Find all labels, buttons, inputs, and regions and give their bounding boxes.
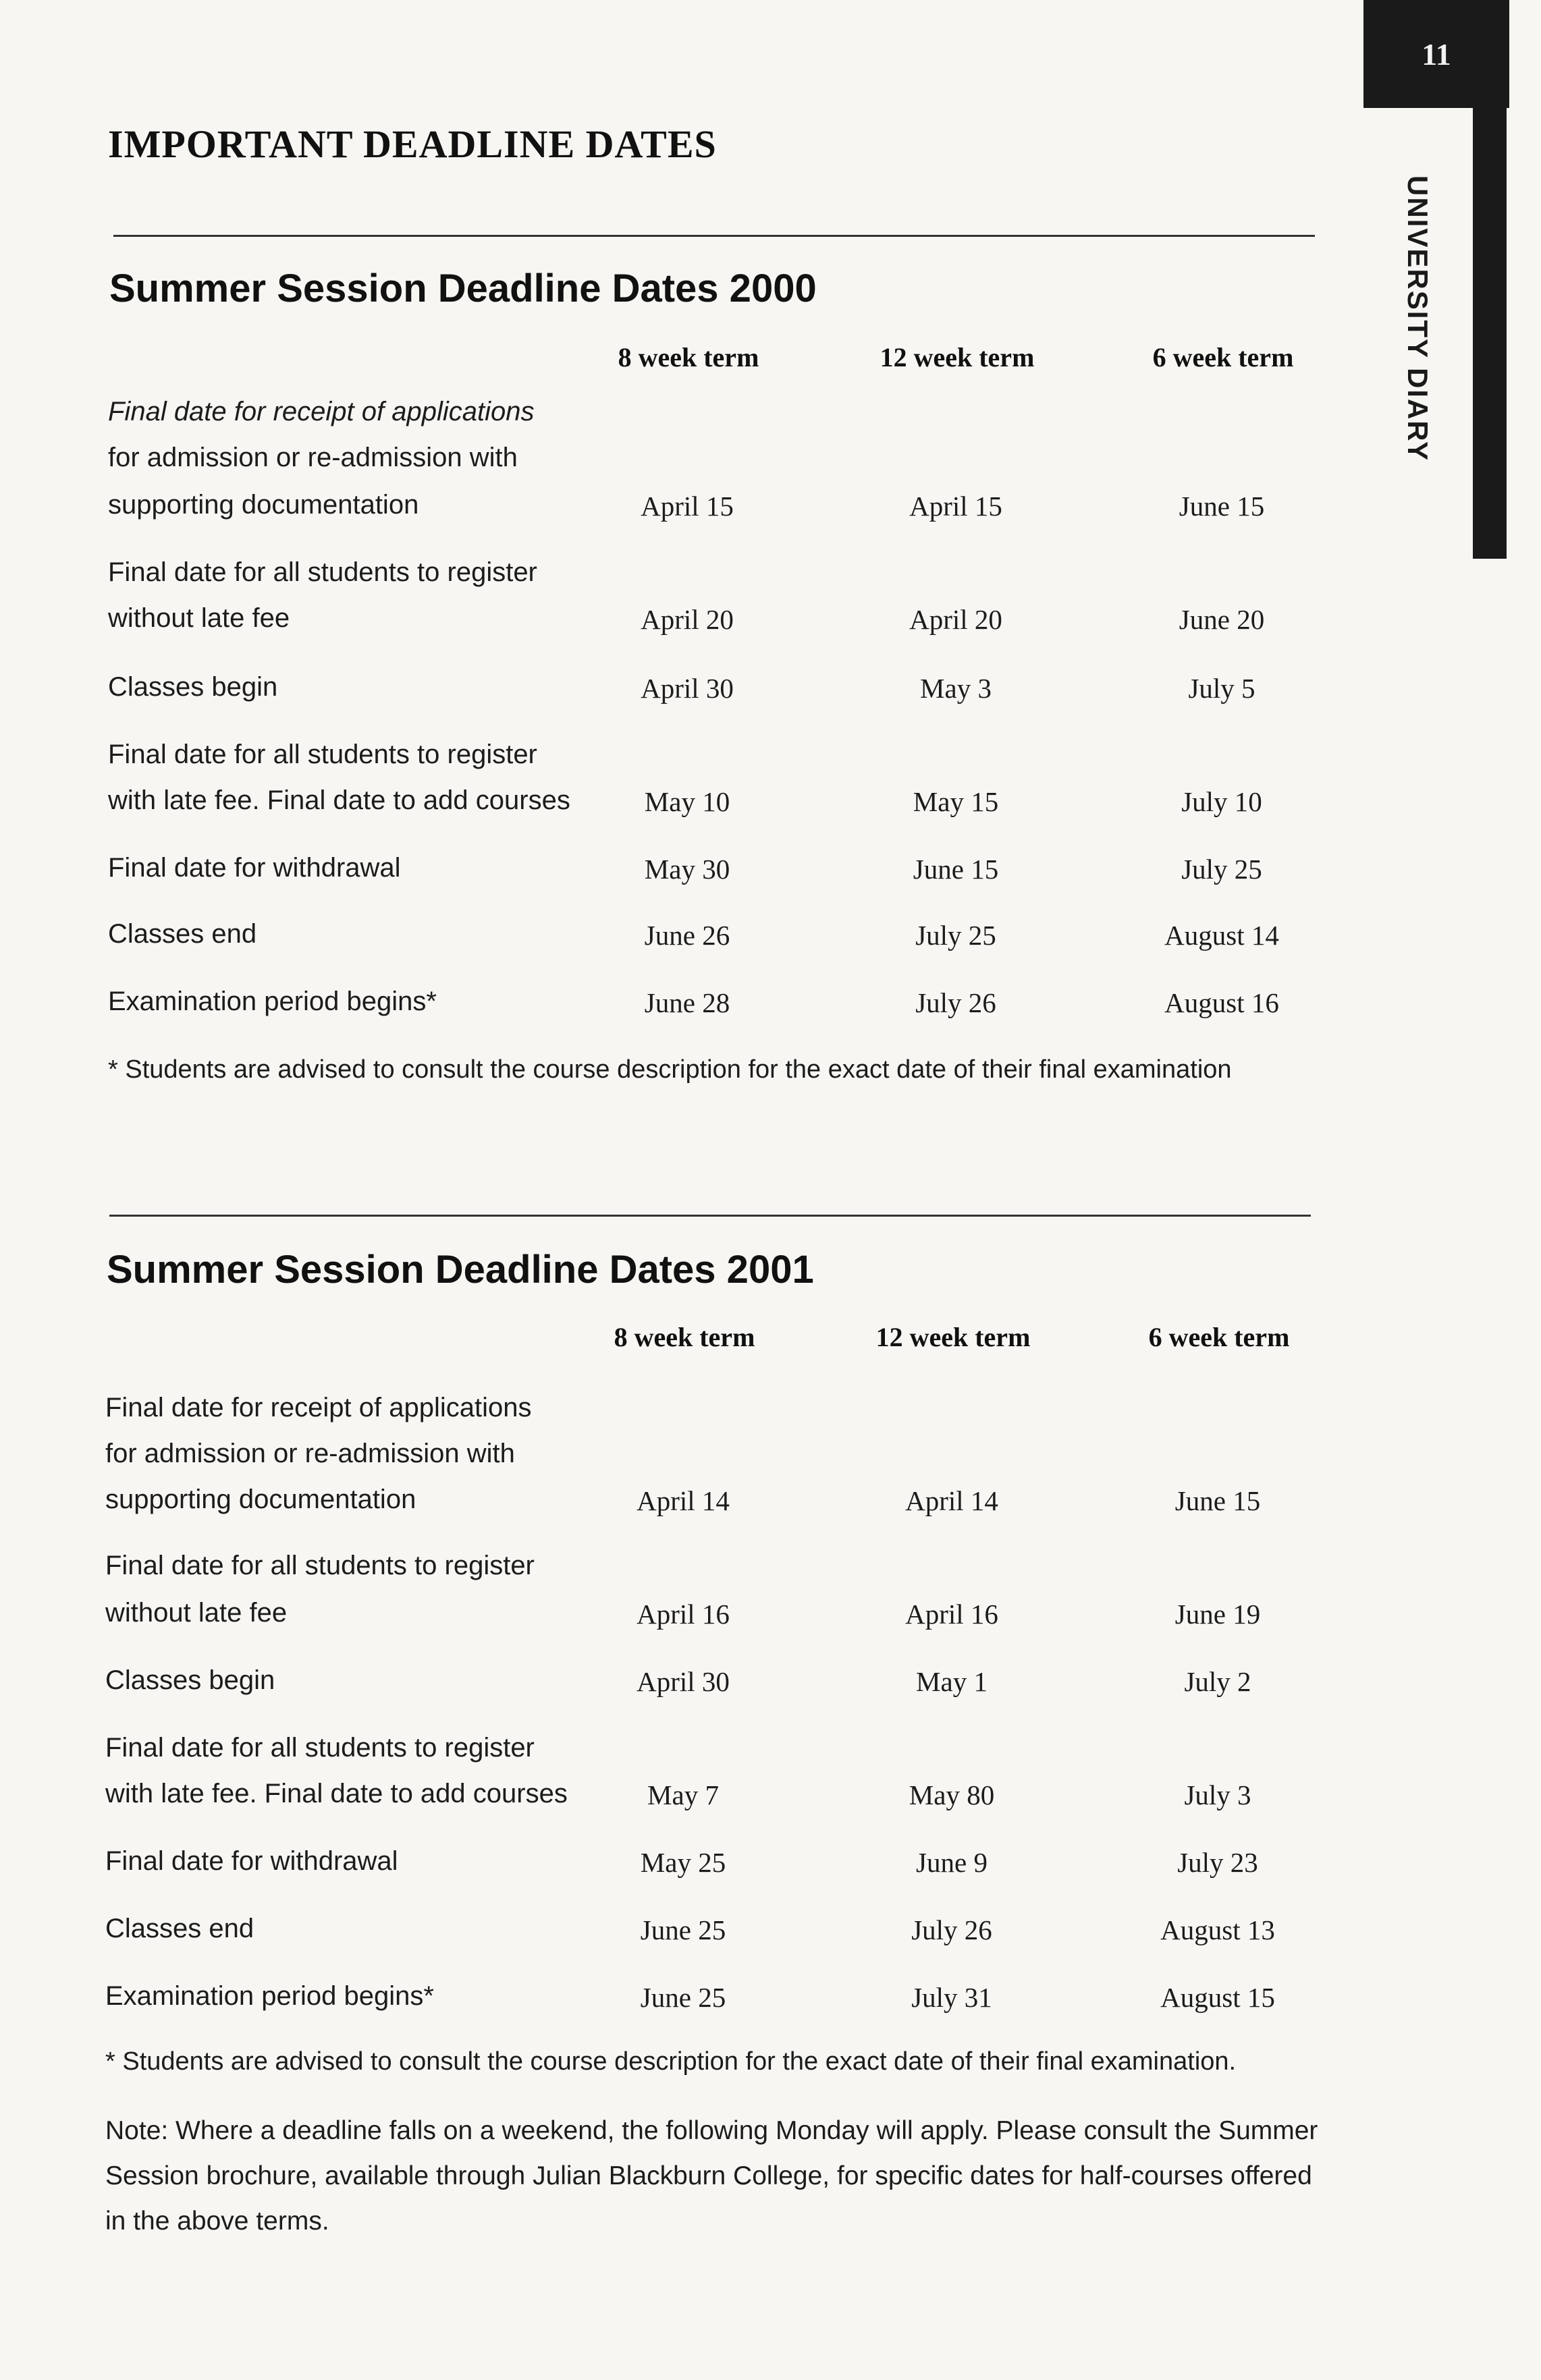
table-cell: April 14 (905, 1485, 998, 1516)
row-label: Examination period begins* (108, 987, 437, 1016)
table-cell: August 15 (1160, 1982, 1275, 2013)
row-label: Final date for all students to register (105, 1733, 535, 1763)
table-cell: April 16 (905, 1599, 998, 1630)
row-label: Final date for all students to register (105, 1551, 535, 1580)
table-cell: July 26 (915, 987, 996, 1018)
table-cell: July 23 (1177, 1847, 1258, 1878)
row-label: Final date for withdrawal (105, 1846, 398, 1876)
table-cell: May 7 (647, 1779, 719, 1810)
table-cell: June 25 (640, 1914, 726, 1945)
page-number: 11 (1363, 0, 1509, 108)
table-cell: May 80 (909, 1779, 995, 1810)
section-title-2000: Summer Session Deadline Dates 2000 (109, 267, 817, 310)
column-header-6-week: 6 week term (1152, 342, 1294, 372)
table-cell: July 10 (1181, 786, 1262, 817)
table-cell: May 3 (920, 673, 992, 704)
table-cell: July 2 (1184, 1666, 1251, 1697)
table-cell: August 16 (1164, 987, 1279, 1018)
table-cell: June 25 (640, 1982, 726, 2013)
table-cell: July 25 (1181, 854, 1262, 885)
row-label: for admission or re-admission with (105, 1439, 515, 1468)
table-cell: July 25 (915, 920, 996, 951)
row-label: Examination period begins* (105, 1981, 434, 2011)
side-tab-bar (1473, 108, 1507, 559)
row-label: for admission or re-admission with (108, 443, 518, 472)
table-cell: June 28 (644, 987, 730, 1018)
divider (113, 235, 1315, 237)
table-cell: June 9 (916, 1847, 988, 1878)
table-cell: May 10 (644, 786, 730, 817)
table-cell: April 15 (909, 491, 1002, 522)
row-label: without late fee (108, 603, 290, 633)
table-cell: June 15 (1174, 1485, 1261, 1516)
divider (109, 1215, 1311, 1217)
row-label: Classes end (108, 919, 257, 949)
table-cell: July 5 (1188, 673, 1255, 704)
column-header-8-week: 8 week term (614, 1322, 755, 1352)
section-title-2001: Summer Session Deadline Dates 2001 (107, 1248, 814, 1292)
table-cell: June 19 (1174, 1599, 1261, 1630)
table-cell: August 13 (1160, 1914, 1275, 1945)
column-header-8-week: 8 week term (618, 342, 759, 372)
table-cell: August 14 (1164, 920, 1279, 951)
row-label: with late fee. Final date to add courses (108, 785, 570, 815)
weekend-note: Note: Where a deadline falls on a weekend, the following Monday will apply. Please consult the Summer Session brochure, available through Julian Blackburn College, for specific dates for half-courses offered in the above terms. (105, 2116, 1318, 2236)
row-label: Final date for receipt of applications (105, 1393, 532, 1422)
row-label: Final date for withdrawal (108, 853, 401, 883)
table-cell: April 20 (641, 604, 734, 635)
footnote-2000: * Students are advised to consult the course description for the exact date of their final examination (108, 1055, 1232, 1084)
row-label: with late fee. Final date to add courses (105, 1779, 568, 1808)
column-header-12-week: 12 week term (875, 1322, 1031, 1352)
table-cell: May 25 (640, 1847, 726, 1878)
table-cell: June 15 (1179, 491, 1265, 522)
table-cell: May 15 (913, 786, 999, 817)
table-cell: May 1 (916, 1666, 988, 1697)
row-label: supporting documentation (108, 490, 419, 520)
column-header-6-week: 6 week term (1148, 1322, 1290, 1352)
table-cell: April 20 (909, 604, 1002, 635)
row-label: without late fee (105, 1598, 288, 1628)
side-tab-label: UNIVERSITY DIARY (1402, 175, 1434, 462)
table-cell: April 30 (637, 1666, 730, 1697)
row-label: Final date for all students to register (108, 557, 537, 587)
table-cell: July 31 (911, 1982, 992, 2013)
row-label: supporting documentation (105, 1485, 416, 1514)
table-cell: April 14 (637, 1485, 730, 1516)
table-cell: April 30 (641, 673, 734, 704)
column-header-12-week: 12 week term (880, 342, 1035, 372)
footnote-2001: * Students are advised to consult the course description for the exact date of their final examination. (105, 2047, 1237, 2076)
table-cell: May 30 (644, 854, 730, 885)
table-cell: April 15 (641, 491, 734, 522)
table-cell: June 26 (644, 920, 730, 951)
table-cell: June 20 (1179, 604, 1265, 635)
row-label: Classes begin (105, 1665, 275, 1695)
row-label: Classes begin (108, 672, 278, 702)
table-cell: June 15 (913, 854, 999, 885)
row-label: Final date for receipt of applications (108, 397, 535, 426)
row-label: Final date for all students to register (108, 740, 537, 769)
table-cell: April 16 (637, 1599, 730, 1630)
page-title: IMPORTANT DEADLINE DATES (108, 122, 717, 166)
table-cell: July 26 (911, 1914, 992, 1945)
row-label: Classes end (105, 1914, 254, 1943)
table-cell: July 3 (1184, 1779, 1251, 1810)
